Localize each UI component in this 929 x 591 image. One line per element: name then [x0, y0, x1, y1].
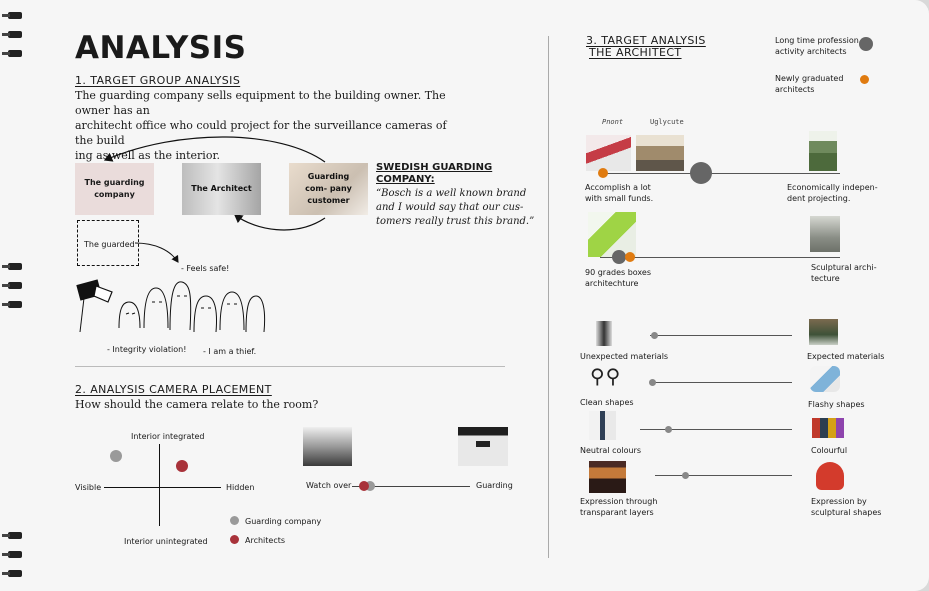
- legend-new-dot: [860, 75, 869, 84]
- scale-track-materials: [650, 335, 792, 336]
- scale-left-label: Unexpected materials: [580, 352, 669, 361]
- transparent-layers-photo: [589, 461, 626, 493]
- architects-point: [176, 460, 188, 472]
- guarded-label: The guarded: [84, 240, 135, 249]
- new-architects-marker-2: [625, 252, 635, 262]
- row2-left-label: [585, 267, 651, 289]
- section1-heading: 1. TARGET GROUP ANALYSIS: [75, 74, 241, 87]
- scale-marker-colours: [665, 426, 672, 433]
- binder-ring: [2, 263, 28, 271]
- legend-long-dot: [859, 37, 873, 51]
- long-architects-marker-2: [612, 250, 626, 264]
- photo-caption: Uglycute: [650, 118, 684, 126]
- legend-swatch-guarding: [230, 516, 239, 525]
- sculptural-photo: [810, 216, 840, 252]
- row2-right-line: Sculptural archi-: [811, 263, 877, 272]
- box-architecture-photo: [588, 212, 636, 257]
- tile-guarding-customer: [289, 163, 368, 215]
- axis-top-label: Interior integrated: [131, 432, 205, 441]
- quote-heading: [376, 162, 492, 186]
- axis-horizontal: [104, 487, 221, 488]
- axis-left-label: Visible: [75, 483, 102, 492]
- axis-right-label: Hidden: [226, 483, 255, 492]
- section2-heading: 2. ANALYSIS CAMERA PLACEMENT: [75, 383, 272, 396]
- cutlery-icon: ⚲⚲: [590, 364, 622, 388]
- binder-ring: [2, 570, 28, 578]
- scale-right-line: sculptural shapes: [811, 508, 882, 517]
- tile-guarding-company: [75, 163, 154, 215]
- castle-photo: [809, 131, 837, 171]
- row1-right-line: Economically indepen-: [787, 183, 878, 192]
- row1-right-label: [787, 182, 878, 204]
- paragraph-line: architecht office who could project for the surveillance cameras of the build: [75, 119, 447, 147]
- tile-label: The Architect: [191, 184, 252, 193]
- legend-new-line: Newly graduated: [775, 74, 844, 83]
- row2-left-line: 90 grades boxes: [585, 268, 652, 277]
- colourful-boxes-photo: [812, 418, 844, 438]
- scale-track-colours: [640, 429, 792, 430]
- integrity-label: - Integrity violation!: [107, 345, 187, 354]
- scale-right-line: Expression by: [811, 497, 867, 506]
- legend-new-label: [775, 73, 843, 95]
- row2-right-line: tecture: [811, 274, 840, 283]
- people-sketch: [74, 270, 274, 345]
- section2-question: How should the camera relate to the room?: [75, 398, 319, 411]
- legend-new-line: architects: [775, 85, 815, 94]
- thief-label: - I am a thief.: [203, 347, 257, 356]
- tile-architect: [182, 163, 261, 215]
- page-gutter: [548, 36, 549, 558]
- scale-left-label: Clean shapes: [580, 398, 634, 407]
- row1-left-line: with small funds.: [585, 194, 654, 203]
- tile-label: Guarding com- pany customer: [305, 172, 352, 205]
- quote-line: tomers really trust this brand.”: [376, 216, 535, 227]
- section3-heading-line: 3. TARGET ANALYSIS: [586, 34, 706, 47]
- watch-over-photo: [303, 427, 352, 466]
- photo-caption: Pnont: [602, 118, 624, 126]
- scale-right-label: [811, 496, 881, 518]
- binder-ring: [2, 551, 28, 559]
- feels-safe-label: - Feels safe!: [181, 264, 230, 273]
- slider-right-label: Guarding: [476, 481, 513, 490]
- legend-long-label: [775, 35, 859, 57]
- quote-line: “Bosch is a well known brand: [376, 188, 527, 199]
- binder-ring: [2, 532, 28, 540]
- section-divider: [75, 366, 505, 367]
- sculptural-object-photo: [816, 462, 844, 490]
- row1-left-label: [585, 182, 653, 204]
- customer-quote: [376, 187, 534, 229]
- legend-label-architects: Architects: [245, 536, 286, 545]
- tile-label: The guarding company: [84, 178, 145, 199]
- axis-vertical: [159, 444, 160, 526]
- binder-ring: [2, 301, 28, 309]
- scale-right-label: Flashy shapes: [808, 400, 865, 409]
- paragraph-line: The guarding company sells equipment to the building owner. The owner has an: [75, 89, 446, 117]
- page-title: ANALYSIS: [75, 30, 247, 66]
- binder-ring: [2, 31, 28, 39]
- axis-bottom-label: Interior unintegrated: [124, 537, 208, 546]
- long-architects-marker: [690, 162, 712, 184]
- binder-ring: [2, 12, 28, 20]
- guarding-company-point: [110, 450, 122, 462]
- new-architects-marker: [598, 168, 608, 178]
- architect-scale-track: [600, 173, 840, 174]
- chair-photo: [596, 321, 612, 346]
- scale-right-label: Colourful: [811, 446, 848, 455]
- scale-marker-materials: [651, 332, 658, 339]
- neutral-building-photo: [589, 411, 616, 440]
- section3-heading-line: THE ARCHITECT: [589, 46, 682, 59]
- scale-left-line: Expression through: [580, 497, 658, 506]
- scale-left-line: transparant layers: [580, 508, 654, 517]
- section3-heading: [586, 35, 706, 59]
- uglycute-photo: [636, 135, 684, 171]
- guarding-photo: [458, 427, 508, 466]
- quote-heading-line: COMPANY:: [376, 174, 435, 185]
- scale-left-label: Neutral colours: [580, 446, 642, 455]
- scale-track-shapes: [650, 382, 792, 383]
- pnont-photo: [586, 135, 631, 171]
- row1-left-line: Accomplish a lot: [585, 183, 651, 192]
- legend-long-line: Long time profession: [775, 36, 859, 45]
- flashy-object-photo: [810, 366, 840, 392]
- legend-swatch-architects: [230, 535, 239, 544]
- slider-left-label: Watch over: [306, 481, 352, 490]
- quote-heading-line: SWEDISH GUARDING: [376, 162, 493, 173]
- scale-right-label: Expected materials: [807, 352, 885, 361]
- scale-marker-expression: [682, 472, 689, 479]
- row2-left-line: architechture: [585, 279, 639, 288]
- legend-long-line: activity architects: [775, 47, 847, 56]
- architects-marker: [359, 481, 369, 491]
- scale-left-label: [580, 496, 657, 518]
- row2-right-label: [811, 262, 877, 284]
- binder-ring: [2, 50, 28, 58]
- window-photo: [809, 319, 838, 345]
- paragraph-line: ing as well as the interior.: [75, 149, 220, 162]
- architecture-scale-track: [600, 257, 840, 258]
- quote-line: and I would say that our cus-: [376, 202, 524, 213]
- legend-label-guarding: Guarding company: [245, 517, 322, 526]
- binder-ring: [2, 282, 28, 290]
- scale-marker-shapes: [649, 379, 656, 386]
- scale-track-expression: [655, 475, 792, 476]
- row1-right-line: dent projecting.: [787, 194, 851, 203]
